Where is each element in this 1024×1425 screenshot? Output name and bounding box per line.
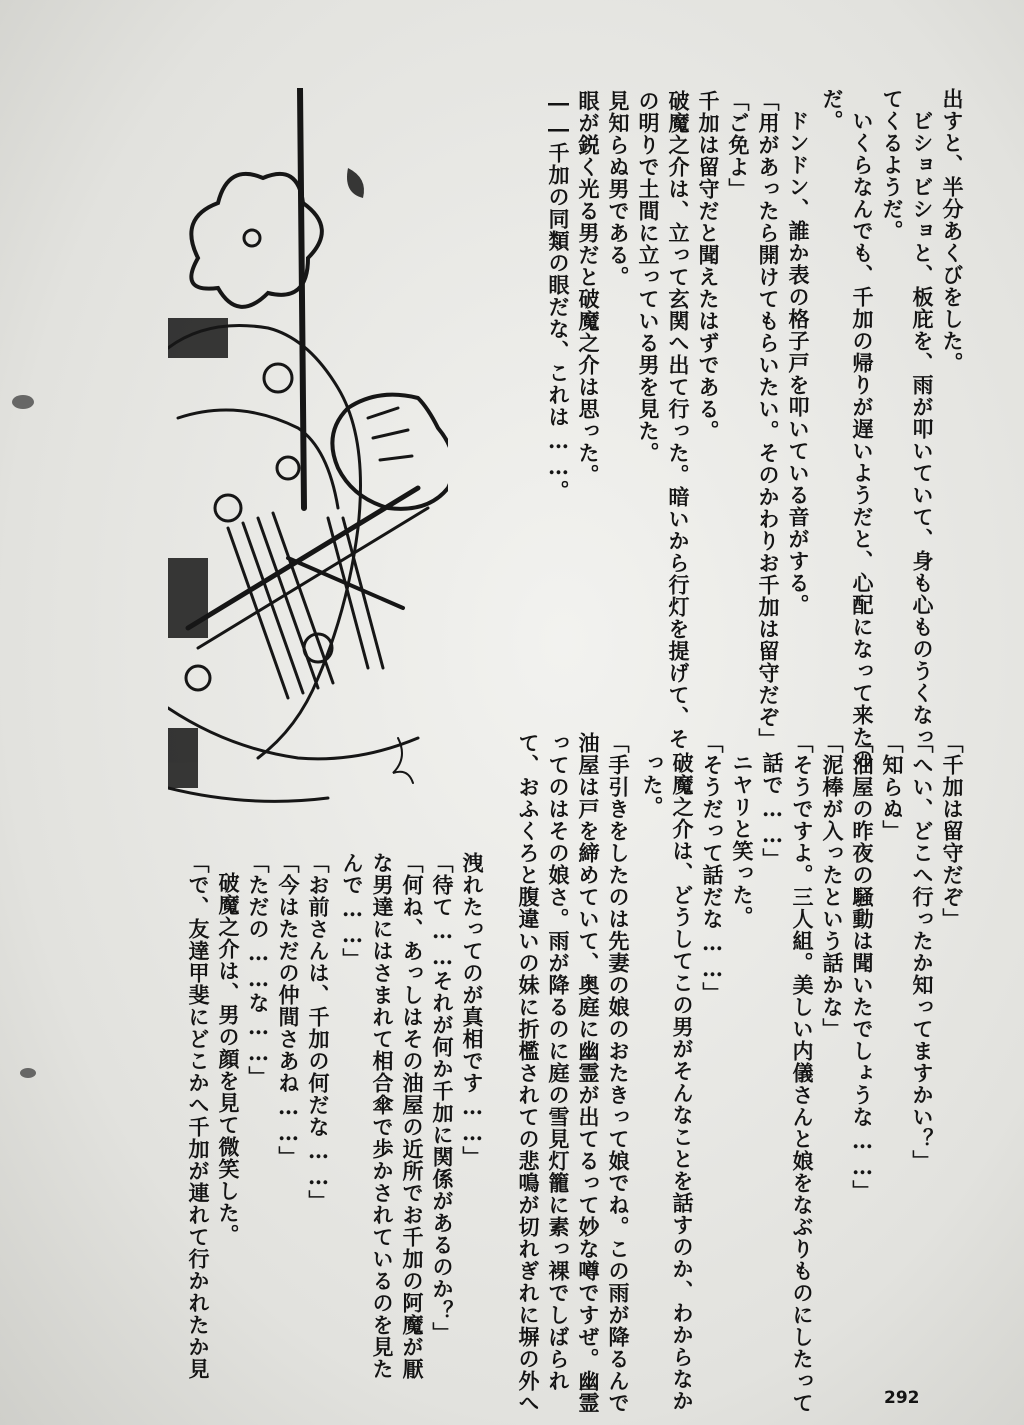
text-column: 「で、友達甲斐にどこかへ千加が連れて行かれたか見: [186, 852, 211, 1380]
text-column: 破魔之介は、立って玄関へ出て行った。暗いから行灯を提げて、そ: [666, 90, 691, 750]
text-column: 「用があったら開けてもらいたい。そのかわりお千加は留守だぞ」: [756, 90, 781, 750]
text-column: 破魔之介は、どうしてこの男がそんなことを話すのか、わからなか: [670, 752, 695, 1412]
text-column: 見知らぬ男である。: [606, 90, 631, 288]
text-column: 眼が鋭く光る男だと破魔之介は思った。: [576, 90, 601, 486]
text-column: 話で……」: [760, 752, 785, 870]
text-column: だ。: [820, 88, 845, 132]
text-column: ビショビショと、板庇を、雨が叩いていて、身も心ものうくなっ: [910, 110, 935, 748]
text-column: て、おふくろと腹違いの妹に折檻されての悲鳴が切れぎれに塀の外へ: [516, 732, 541, 1414]
text-column: ――千加の同類の眼だな、これは……。: [546, 90, 571, 502]
text-column: 千加は留守だと聞えたはずである。: [696, 90, 721, 442]
text-column: った。: [640, 752, 665, 818]
text-column: 「千加は留守だぞ」: [940, 732, 965, 930]
ink-smudge: [20, 1068, 36, 1078]
text-column: いくらなんでも、千加の帰りが遅いようだと、心配になって来たの: [850, 110, 875, 770]
text-column: んで……」: [340, 852, 365, 970]
text-column: 油屋は戸を締めていて、奥庭に幽霊が出てるって妙な噂ですぜ。幽霊: [576, 732, 601, 1414]
text-column: 「そうだって話だな……」: [700, 732, 725, 1004]
text-column: 「お前さんは、千加の何だな……」: [306, 852, 331, 1212]
text-column: 出すと、半分あくびをした。: [940, 88, 965, 374]
samurai-sword-illustration: [168, 88, 448, 818]
text-column: 「ご免よ」: [726, 90, 751, 200]
text-column: 「ただの……な……」: [246, 852, 271, 1088]
ink-smudge: [12, 395, 34, 409]
text-column: ニヤリと笑った。: [730, 752, 755, 928]
text-column: 「へい、どこへ行ったか知ってますかい？」: [910, 732, 935, 1172]
page-number: 292: [884, 1388, 920, 1408]
text-column: ってのはその娘さ。雨が降るのに庭の雪見灯籠に素っ裸でしばられ: [546, 732, 571, 1392]
text-column: 「そうですよ。三人組。美しい内儀さんと娘をなぶりものにしたって: [790, 732, 815, 1414]
text-column: 「何ね、あっしはその油屋の近所でお千加の阿魔が厭: [400, 852, 425, 1380]
text-column: 「油屋の昨夜の騒動は聞いたでしょうな……」: [850, 732, 875, 1202]
text-column: 「泥棒が入ったという話かな」: [820, 732, 845, 1040]
text-column: な男達にはさまれて相合傘で歩かされているのを見た: [370, 852, 395, 1380]
text-column: 「今はただの仲間さあね……」: [276, 852, 301, 1168]
text-column: 「手引きをしたのは先妻の娘のおたきって娘でね。この雨が降るんで: [606, 732, 631, 1414]
text-column: 「知らぬ」: [880, 732, 905, 842]
text-column: 破魔之介は、男の顔を見て微笑した。: [216, 872, 241, 1246]
text-column: の明りで土間に立っている男を見た。: [636, 90, 661, 464]
text-column: 洩れたってのが真相です……」: [460, 852, 485, 1168]
text-column: ドンドン、誰か表の格子戸を叩いている音がする。: [786, 110, 811, 616]
text-column: 「待て……それが何か千加に関係があるのか？」: [430, 852, 455, 1344]
text-column: てくるようだ。: [880, 88, 905, 242]
